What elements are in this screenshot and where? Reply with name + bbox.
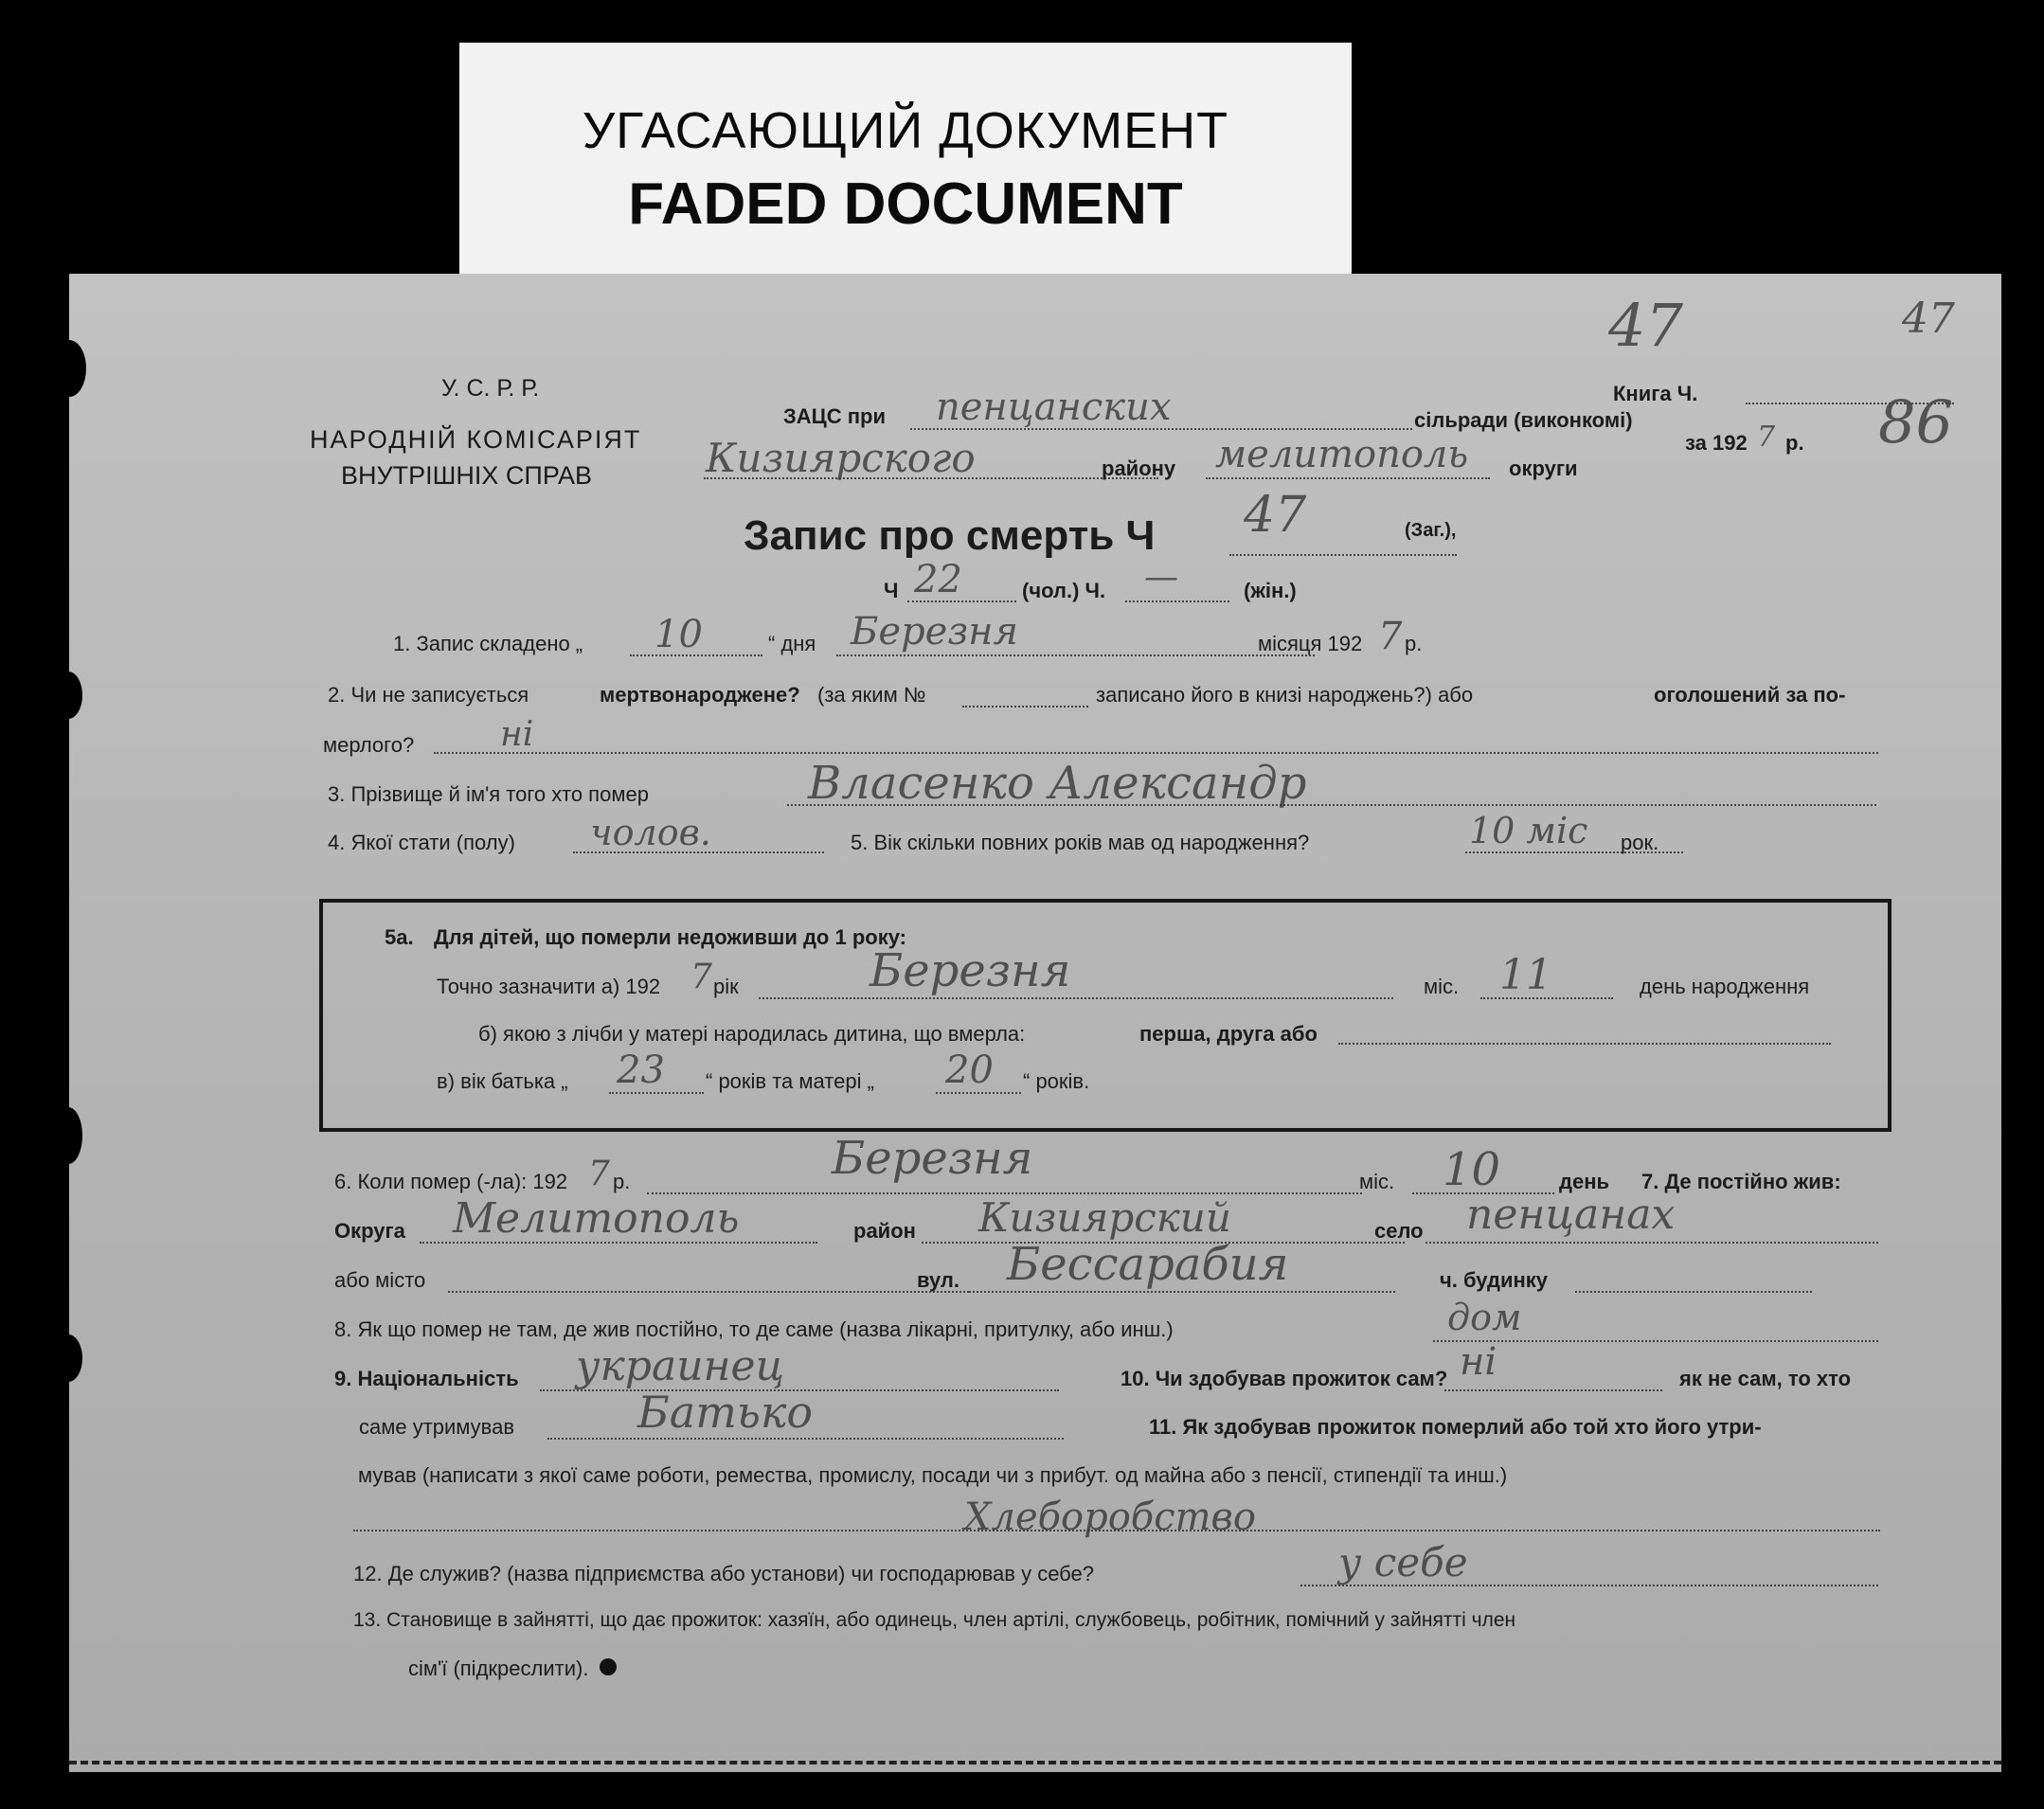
f7-okruga-label: Округа xyxy=(334,1219,405,1243)
f7-vul-label: вул. xyxy=(917,1268,960,1292)
f7-selo-line xyxy=(1425,1242,1878,1244)
f7-selo-label: село xyxy=(1374,1219,1424,1243)
f5a-c-end: “ років. xyxy=(1023,1069,1090,1093)
f6-den: день xyxy=(1559,1170,1610,1193)
death-record-card xyxy=(69,274,2001,1772)
f1-month-label: місяця 192 xyxy=(1258,632,1363,655)
f5a-a-mis: міс. xyxy=(1424,975,1460,998)
f4-label: 4. Якої стати (полу) xyxy=(328,831,515,854)
f3-value: Власенко Александр xyxy=(808,757,1307,810)
f7-selo-value: пенцанах xyxy=(1466,1191,1676,1239)
okrug-line xyxy=(1206,477,1490,479)
f13-cont: сім'ї (підкреслити). xyxy=(408,1657,589,1680)
page-number-handwritten: 47 xyxy=(1608,291,1683,360)
f5-label: 5. Вік скільки повних років мав од народження? xyxy=(851,831,1310,854)
f5-rok: рок. xyxy=(1621,831,1659,854)
f7-rayon-label: район xyxy=(853,1219,916,1243)
f2-answer-value: ні xyxy=(500,715,534,754)
f6-day: 10 xyxy=(1443,1143,1501,1196)
f6-month: Березня xyxy=(832,1132,1033,1185)
f8-line xyxy=(1433,1340,1878,1342)
f2-answer-line xyxy=(434,752,1878,754)
f10-tail: як не сам, то хто xyxy=(1679,1367,1852,1390)
ink-dot xyxy=(600,1658,617,1675)
f2-label-a: 2. Чи не записується xyxy=(328,683,529,707)
f5a-a-label: Точно зазначити а) 192 xyxy=(437,975,661,998)
ussr-label: У. С. Р. Р. xyxy=(441,375,540,402)
f5a-c-mother: 20 xyxy=(945,1048,994,1092)
f7-budynok-line xyxy=(1575,1291,1812,1293)
female-number-line xyxy=(1125,600,1229,602)
f5a-a-month: Березня xyxy=(870,944,1071,997)
female-label: (жін.) xyxy=(1244,579,1297,602)
f7-okruga-value: Мелитополь xyxy=(453,1194,740,1243)
f6-year: 7 xyxy=(588,1155,610,1193)
rayonu-label: району xyxy=(1102,457,1176,480)
f5a-c-label: в) вік батька „ xyxy=(437,1069,568,1093)
punch-hole xyxy=(54,1334,82,1382)
f5a-title: Для дітей, що померли недоживши до 1 року: xyxy=(434,925,906,949)
rayon-value: Кизиярского xyxy=(706,435,976,481)
f3-label: 3. Прізвище й ім'я того хто помер xyxy=(328,782,649,806)
f5-value: 10 міс xyxy=(1469,810,1588,851)
f5a-c-father: 23 xyxy=(617,1048,665,1092)
record-number-line xyxy=(1229,554,1457,556)
f5a-a-day: 11 xyxy=(1499,951,1552,999)
f5a-b-bold: перша, друга або xyxy=(1139,1022,1318,1046)
f1-dnya: “ дня xyxy=(768,632,816,655)
f7-vul-value: Бессарабия xyxy=(1007,1238,1289,1291)
general-label: (Заг.), xyxy=(1405,520,1457,541)
punch-hole xyxy=(54,672,82,719)
punch-hole xyxy=(52,340,86,397)
stamp-line-ru: УГАСАЮЩИЙ ДОКУМЕНТ xyxy=(582,102,1229,159)
f2-label-c: записано його в книзі народжень?) або xyxy=(1096,683,1474,707)
f1-year-suffix: р. xyxy=(1405,632,1423,655)
f13-label: 13. Становище в зайнятті, що дає прожиток: хазяїн, або одинець, член артілі, службовець, робітник, помічний у зайнятті член xyxy=(353,1609,1516,1631)
f1-month-line xyxy=(836,654,1315,656)
f5a-b-line xyxy=(1338,1043,1831,1045)
okrugy-label: округи xyxy=(1509,457,1578,480)
book-label: Книга Ч. xyxy=(1613,382,1698,405)
zags-label: ЗАЦС при xyxy=(783,404,886,428)
year-value: 7 xyxy=(1757,421,1776,454)
commissariat-label: НАРОДНІЙ КОМІСАРІЯТ xyxy=(310,425,642,454)
f8-label: 8. Як що помер не там, де жив постійно, то де саме (назва лікарні, притулку, або инш.) xyxy=(334,1317,1174,1341)
f5a-num: 5а. xyxy=(385,925,414,949)
page-number-corner: 47 xyxy=(1902,295,1955,343)
f1-day-value: 10 xyxy=(654,613,703,656)
silrada-label: сільради (виконкомі) xyxy=(1414,408,1633,432)
f8-value: дом xyxy=(1447,1297,1522,1338)
record-number-value: 47 xyxy=(1244,487,1307,544)
f7-misto-label: або місто xyxy=(334,1268,426,1292)
f5a-c-father-line xyxy=(609,1092,704,1094)
f2-number-line xyxy=(962,706,1088,707)
f1-label: 1. Запис складено „ xyxy=(393,632,583,655)
f10-label: 10. Чи здобував прожиток сам? xyxy=(1121,1367,1448,1390)
f10-supported-line xyxy=(547,1438,1064,1440)
record-title: Запис про смерть Ч xyxy=(744,512,1156,559)
book-line xyxy=(1746,403,1954,404)
male-number-value: 22 xyxy=(914,558,962,601)
f4-value: чолов. xyxy=(590,812,711,853)
f5a-b-label: б) якою з лічби у матері народилась дитина, що вмерла: xyxy=(478,1022,1026,1046)
internal-affairs-label: ВНУТРІШНІХ СПРАВ xyxy=(341,461,593,490)
f10-value: ні xyxy=(1460,1340,1497,1384)
bottom-perforation xyxy=(69,1761,2001,1764)
f6-r: р. xyxy=(613,1170,631,1193)
male-no-prefix: Ч xyxy=(884,579,899,602)
f6-mis: міс. xyxy=(1359,1170,1395,1193)
f1-year-value: 7 xyxy=(1378,615,1403,658)
f7-budynok-label: ч. будинку xyxy=(1440,1268,1549,1292)
f1-month-value: Березня xyxy=(851,610,1018,654)
record-number-corner: 86 xyxy=(1878,387,1953,457)
f7-label: 7. Де постійно жив: xyxy=(1641,1170,1841,1193)
f12-value: у себе xyxy=(1338,1539,1468,1585)
f2-declared-dead: оголошений за по- xyxy=(1654,683,1846,707)
f10-line xyxy=(1444,1389,1662,1391)
male-label: (чол.) Ч. xyxy=(1022,579,1106,602)
f7-misto-line xyxy=(448,1291,969,1293)
female-number-value: — xyxy=(1144,558,1178,597)
f5a-a-den: день народження xyxy=(1640,975,1810,998)
year-label: за 192 xyxy=(1685,431,1748,455)
f5a-a-month-line xyxy=(759,997,1393,999)
f10-supported-value: Батько xyxy=(637,1387,814,1438)
zags-village-value: пенцанских xyxy=(936,385,1172,429)
f10-supported-label: саме утримував xyxy=(359,1415,515,1439)
f2-label-b: (за яким № xyxy=(817,683,926,707)
year-suffix: р. xyxy=(1785,431,1804,455)
f7-vul-line xyxy=(969,1291,1395,1293)
f2-label-d: мерлого? xyxy=(323,733,415,757)
f6-label: 6. Коли помер (-ла): 192 xyxy=(334,1170,568,1193)
f9-label: 9. Національність xyxy=(334,1367,519,1390)
f12-label: 12. Де служив? (назва підприємства або установи) чи господарював у себе? xyxy=(353,1562,1095,1585)
f5a-c-mother-line xyxy=(936,1092,1021,1094)
f11-cont: мував (написати з якої саме роботи, ремества, промислу, посади чи з прибут. од майна або з пенсії, стипендії та инш.) xyxy=(358,1463,1508,1487)
f5a-c-mid: “ років та матері „ xyxy=(706,1069,874,1093)
f11-value: Хлеборобство xyxy=(964,1496,1256,1539)
f5a-a-rik: рік xyxy=(713,975,739,998)
punch-hole xyxy=(54,1107,82,1164)
f9-value: украинец xyxy=(576,1342,785,1390)
f5a-a-year: 7 xyxy=(690,958,712,996)
f2-stillborn: мертвонароджене? xyxy=(600,683,800,707)
f7-rayon-value: Кизиярский xyxy=(978,1194,1231,1241)
stamp-line-en: FADED DOCUMENT xyxy=(628,171,1183,237)
f11-label: 11. Як здобував прожиток померлий або той хто його утри- xyxy=(1149,1415,1762,1439)
okrug-value: мелитополь xyxy=(1215,433,1469,476)
